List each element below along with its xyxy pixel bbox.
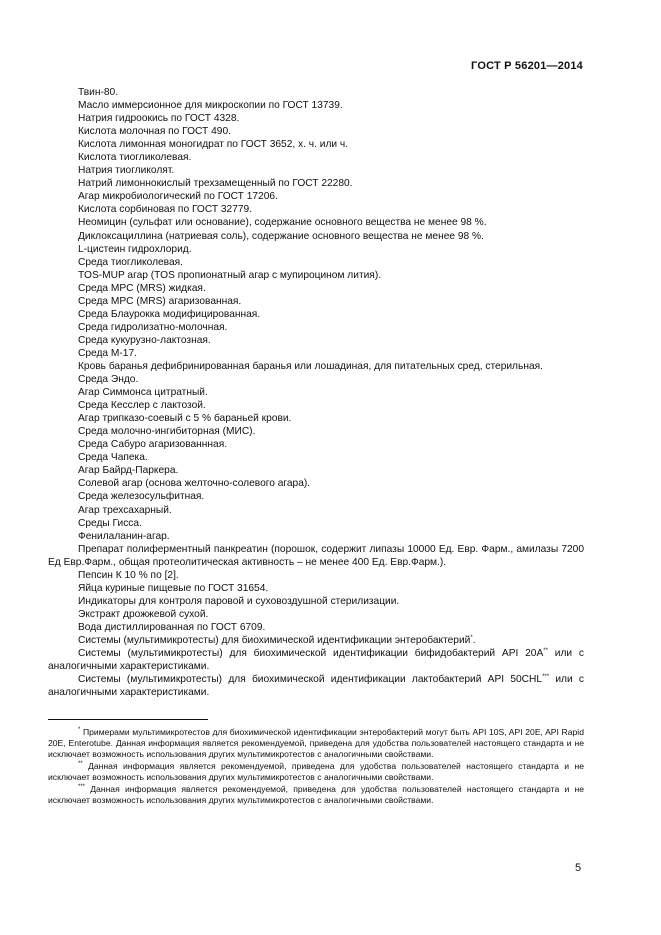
list-item: Среда железосульфитная. (78, 491, 205, 503)
list-item: Среда Кесслер с лактозой. (78, 400, 206, 412)
list-item: Среда молочно-ингибиторная (МИС). (78, 426, 256, 438)
list-item: Среда кукурузно-лактозная. (78, 334, 211, 346)
list-item: Среда Сабуро агаризованнная. (78, 439, 228, 451)
list-item: Кислота сорбиновая по ГОСТ 32779. (78, 204, 253, 216)
footnote-mark: ** (543, 648, 548, 655)
list-item: Кислота лимонная моногидрат по ГОСТ 3652, х. ч. или ч. (78, 139, 349, 151)
list-item: Препарат полиферментный панкреатин (порошок, содержит липазы 10000 Ед. Евр. Фарм., амилазы 7200 Ед Евр.Фарм., общая протеолитическая активность – не менее 400 Ед. Евр.Фарм.). (48, 543, 584, 568)
list-item: Кровь баранья дефибринированная баранья или лошадиная, для питательных сред, стерильная. (78, 360, 543, 372)
list-item: Яйца куриные пищевые по ГОСТ 31654. (78, 582, 269, 594)
system-tail: или с аналогичными характеристиками. (48, 648, 584, 673)
list-item: Экстракт дрожжевой сухой. (78, 608, 209, 620)
footnote (48, 761, 584, 783)
list-item: Среда Чапека. (78, 452, 148, 464)
list-item: Натрий лимоннокислый трехзамещенный по ГОСТ 22280. (78, 178, 353, 190)
list-item: Среда MPC (MRS) жидкая. (78, 282, 206, 294)
footnote-divider (48, 719, 208, 720)
list-item (48, 673, 584, 699)
list-item: L-цистеин гидрохлорид. (78, 243, 192, 255)
list-item: Среда Блаурокка модифицированная. (78, 308, 261, 320)
list-item: Натрия гидроокись по ГОСТ 4328. (78, 113, 240, 125)
materials-list (48, 86, 584, 699)
list-item: Среды Гисса. (78, 517, 142, 529)
footnote-text: Данная информация является рекомендуемой, приведена для удобства пользователей настоящего стандарта и не исключает возможность использования других мультимикротестов с аналогичными свойствами. (48, 784, 584, 805)
system-text: Системы (мультимикротесты) для биохимической идентификации лактобактерий API 50CHL (78, 674, 543, 686)
list-item: Агар микробиологический по ГОСТ 17206. (78, 191, 278, 203)
footnotes (48, 727, 584, 807)
list-item: Вода дистиллированная по ГОСТ 6709. (78, 621, 266, 633)
list-item: Индикаторы для контроля паровой и суховоздушной стерилизации. (78, 595, 400, 607)
list-item: Среда М-17. (78, 347, 137, 359)
footnote-mark: *** (542, 674, 550, 681)
list-item: Среда гидролизатно-молочная. (78, 321, 228, 333)
list-item: Агар Симмонса цитратный. (78, 387, 208, 399)
list-item: Пепсин К 10 % по [2]. (78, 569, 179, 581)
list-item: Агар трипказо-соевый с 5 % бараньей крови. (78, 413, 292, 425)
footnote-mark: * (470, 634, 473, 641)
standard-id: ГОСТ Р 56201—2014 (471, 60, 583, 72)
list-item: Фенилаланин-агар. (78, 530, 170, 542)
footnote-mark: * (78, 727, 81, 733)
list-item: Масло иммерсионное для микроскопии по ГОСТ 13739. (78, 100, 343, 112)
list-item: Натрия тиогликолят. (78, 165, 175, 177)
list-item: Среда тиогликолевая. (78, 256, 183, 268)
list-item: Кислота тиогликолевая. (78, 152, 192, 164)
footnote-text: Примерами мультимикротестов для биохимической идентификации энтеробактерий могут быть API 10S, API 20E, API Rapid 20E, Enterotube. Данная информация является рекомендуемой, приведена для удобства пользователей настоящего стандарта и не исключает возможность использования других мультимикротестов с аналогичными свойствами. (48, 727, 584, 759)
list-item: Среда MPC (MRS) агаризованная. (78, 295, 242, 307)
system-tail: . (472, 634, 476, 646)
list-item: Агар Байрд-Паркера. (78, 465, 179, 477)
page-number: 5 (575, 862, 582, 874)
list-item: Кислота молочная по ГОСТ 490. (78, 126, 231, 138)
list-item (48, 634, 584, 647)
system-text: Системы (мультимикротесты) для биохимической идентификации энтеробактерий (78, 634, 471, 646)
list-item: Агар трехсахарный. (78, 504, 172, 516)
list-item (48, 647, 584, 673)
system-text: Системы (мультимикротесты) для биохимической идентификации бифидобактерий API 20A (78, 648, 544, 660)
footnote (48, 784, 584, 806)
footnote-mark: *** (78, 784, 86, 790)
list-item: Твин-80. (78, 87, 119, 98)
list-item: Солевой агар (основа желточно-солевого агара). (78, 478, 311, 490)
list-item: Неомицин (сульфат или основание), содержание основного вещества не менее 98 %. (78, 217, 487, 229)
list-item: TOS-MUP агар (TOS пропионатный агар с мупироцином лития). (78, 269, 382, 281)
system-tail: или с аналогичными характеристиками. (48, 674, 584, 699)
list-item: Диклоксациллина (натриевая соль), содержание основного вещества не менее 98 %. (78, 230, 484, 242)
list-item: Среда Эндо. (78, 374, 139, 386)
footnote-text: Данная информация является рекомендуемой, приведена для удобства пользователей настоящего стандарта и не исключает возможность использования других мультимикротестов с аналогичными свойствами. (48, 761, 584, 782)
footnote (48, 727, 584, 760)
footnote-mark: ** (78, 761, 83, 767)
